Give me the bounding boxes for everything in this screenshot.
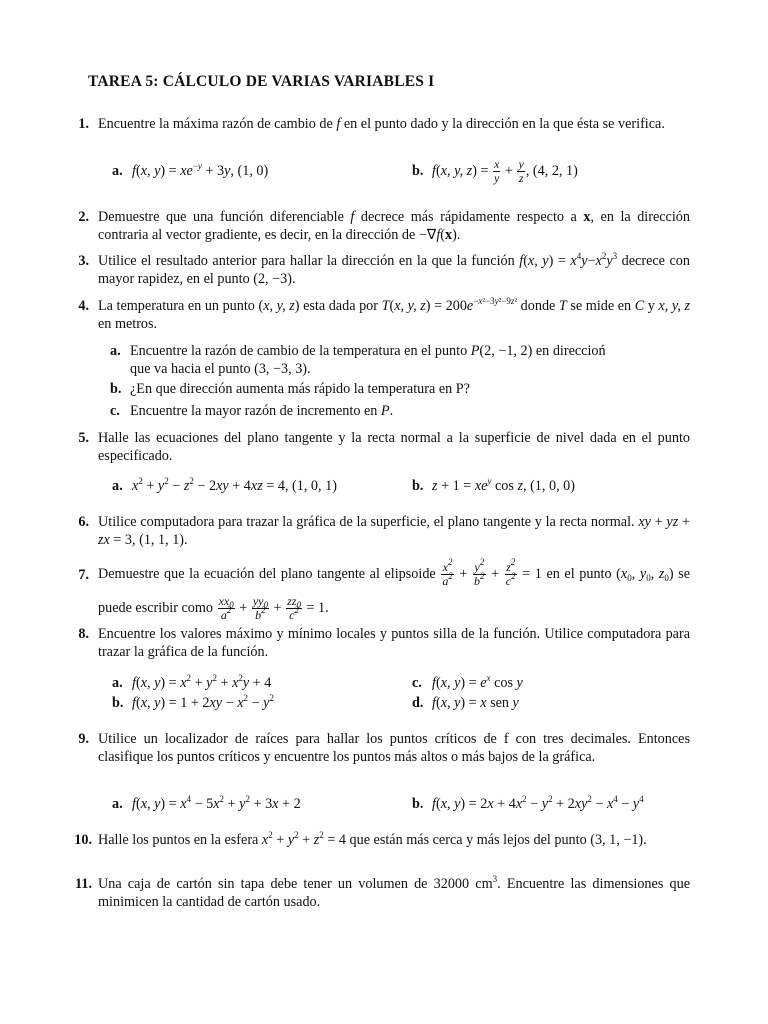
problem-2: 2. Demuestre que una función diferenciable f decrece más rápidamente respecto a x, en la dirección contraria al vector gradiente, es decir, en la dirección de −∇f(x). — [78, 209, 690, 243]
problem-1-part-a: a. f(x, $y) = xe^{-y} + 3y$, (1, 0) — [112, 161, 269, 179]
problem-6: 6. Utilice computadora para trazar la gráfica de la superficie, el plano tangente y la recta normal. xy + yz + zx = 3, (1, 1, 1). — [78, 514, 690, 548]
problem-1-part-b: b. f(x, y, z) = $\frac{x}{y}$ + $\frac{y}{z}$ , (4, 2, 1) — [412, 157, 578, 185]
problem-3: 3. Utilice el resultado anterior para hallar la dirección en la que la función f(x, $y) = x^4y-x^2y^3$ decrece con mayor rapidez, en el punto (2, −3). — [78, 251, 690, 287]
problem-8-part-b: b. f(x, $y) = 1 + 2xy - x^2 - y^2$ — [112, 693, 274, 711]
problem-5-part-a: a. $x^2 + y^2 - z^2 - 2xy + 4xz = 4$, (1, 0, 1) — [112, 476, 337, 494]
problem-10: 10. Halle los puntos en la esfera $x^2 + y^2 + z^2 = 4$ que están más cerca y más lejos del punto (3, 1, −1). — [74, 830, 647, 848]
page-title: TAREA 5: CÁLCULO DE VARIAS VARIABLES I — [88, 73, 435, 90]
problem-4-part-a: a. Encuentre la razón de cambio de la temperatura en el punto P(2, −1, 2) en direccioń que va hacia el punto (3, −3, 3). — [110, 343, 606, 377]
problem-5-part-b: b. $z + 1 = xe^y$ cos z, (1, 0, 0) — [412, 476, 575, 494]
problem-4-part-c: c. Encuentre la mayor razón de incremento en P. — [110, 403, 394, 419]
problem-4: 4. La temperatura en un punto (x, y, z) esta dada por T(x, y, $z) = 200e^{-x^2-3y^2-9z^2}$ donde T se mide en C y x, y, z en metros. — [78, 296, 690, 332]
problem-4-part-b: b. ¿En que dirección aumenta más rápido la temperatura en P? — [110, 381, 470, 397]
problem-8-part-a: a. f(x, $y) = x^2 + y^2 + x^2y + 4$ — [112, 673, 272, 691]
problem-9: 9. Utilice un localizador de raíces para hallar los puntos críticos de f con tres decimales. Entonces clasifique los puntos críticos y encuentre los puntos más altos o más bajos de la gráfica. — [78, 731, 690, 765]
problem-8: 8. Encuentre los valores máximo y mínimo locales y puntos silla de la función. Utilice computadora para trazar la gráfica de la función. — [78, 626, 690, 660]
problem-number: 1. — [78, 116, 89, 132]
problem-text: Encuentre la máxima razón de cambio de f en el punto dado y la dirección en la que ésta se verifica. — [98, 116, 665, 132]
problem-8-part-d: d. f(x, y) = x sen y — [412, 695, 519, 711]
problem-1 — [80, 115, 690, 133]
problem-8-part-c: c. f(x, $y) = e^x$ cos y — [412, 673, 523, 691]
problem-5: 5. Halle las ecuaciones del plano tangente y la recta normal a la superficie de nivel dada en el punto especificado. — [78, 430, 690, 464]
problem-9-part-b: b. f(x, $y) = 2x + 4x^2 - y^2 + 2xy^2 - x^4 - y^4$ — [412, 794, 644, 812]
problem-9-part-a: a. f(x, $y) = x^4 - 5x^2 + y^2 + 3x + 2$ — [112, 794, 301, 812]
problem-7: 7. Demuestre que la ecuación del plano tangente al elipsoide $\frac{x^2}{a^2}$ + $\frac{y^2}{b^2}$ + $\frac{z^2}{c^2}$ = 1 en el punto ($x_0$, $y_0$, $z_0$) se puede escribir como $\frac{xx_0}{a^2}$ + $\frac{yy_0}{b^2}$ + $\frac{zz_0}{c^2}$ = 1. — [78, 557, 691, 623]
problem-11: 11. Una caja de cartón sin tapa debe tener un volumen de 32000 $cm^3$. Encuentre las dimensiones que minimicen la cantidad de cartón usado. — [75, 874, 690, 910]
